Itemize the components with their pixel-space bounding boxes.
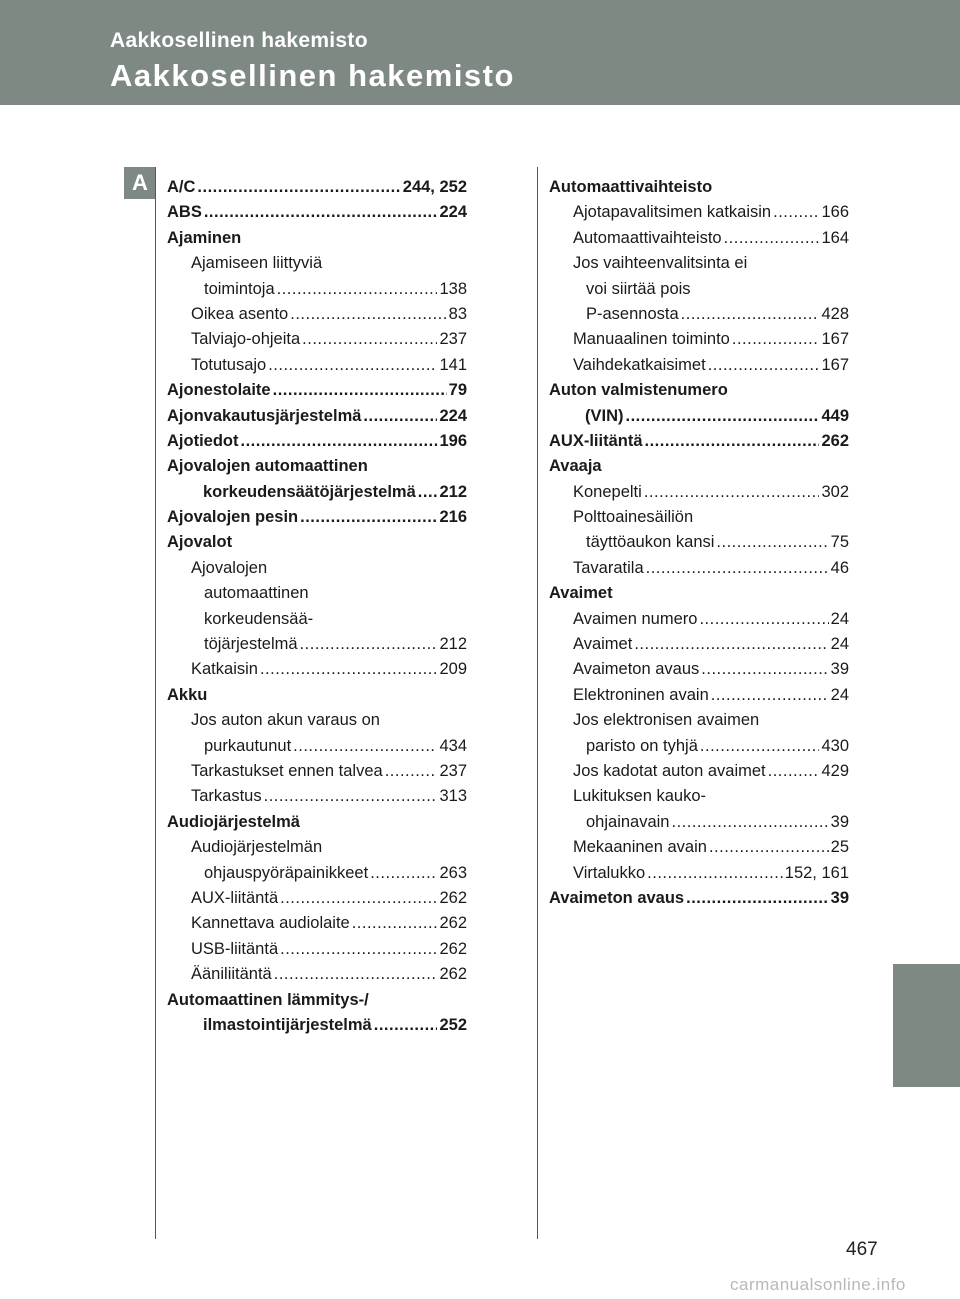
index-entry-term: Jos vaihteenvalitsinta ei — [573, 254, 748, 273]
index-entry-page: 167 — [821, 330, 849, 349]
index-entry-term: Tavaratila — [573, 558, 644, 577]
dot-leader — [293, 734, 437, 759]
index-entry-term: Audiojärjestelmä — [167, 812, 300, 831]
index-entry — [167, 226, 467, 251]
index-entry-page: 263 — [439, 863, 467, 882]
index-entry — [549, 226, 849, 251]
index-entry — [167, 327, 467, 352]
dot-leader — [645, 429, 820, 454]
index-entry-page: 262 — [439, 965, 467, 984]
index-entry — [549, 277, 849, 302]
index-entry-page: 430 — [821, 736, 849, 755]
index-entry — [549, 404, 849, 429]
index-entry — [549, 657, 849, 682]
index-entry — [167, 962, 467, 987]
index-entry — [167, 302, 467, 327]
dot-leader — [260, 657, 438, 682]
index-entry-page: 138 — [439, 279, 467, 298]
index-entry-page: 75 — [830, 533, 849, 552]
index-entry-term: Ajotapavalitsimen katkaisin — [573, 203, 772, 222]
index-entry — [549, 480, 849, 505]
index-entry-page: 237 — [439, 330, 467, 349]
index-entry — [167, 607, 467, 632]
dot-leader — [290, 302, 446, 327]
dot-leader — [671, 810, 828, 835]
index-entry — [549, 327, 849, 352]
chapter-header — [0, 0, 960, 105]
index-entry — [167, 784, 467, 809]
dot-leader — [300, 505, 437, 530]
index-entry-term: (VIN) — [585, 406, 624, 425]
dot-leader — [273, 378, 447, 403]
index-entry-page: 262 — [439, 888, 467, 907]
dot-leader — [280, 937, 437, 962]
index-entry-term: A/C — [167, 178, 196, 196]
dot-leader — [277, 277, 438, 302]
dot-leader — [711, 683, 829, 708]
index-entry — [549, 200, 849, 225]
dot-leader — [363, 404, 437, 429]
index-entry — [549, 632, 849, 657]
index-entry-page: 167 — [821, 355, 849, 374]
index-entry — [167, 175, 467, 200]
index-entry-term: Avaimeton avaus — [573, 660, 700, 679]
dot-leader — [626, 404, 820, 429]
index-entry — [549, 175, 849, 200]
index-entry — [549, 429, 849, 454]
dot-leader — [197, 175, 400, 200]
index-entry-page: 25 — [830, 838, 849, 857]
index-entry-term: Avaaja — [549, 457, 602, 476]
index-entry — [167, 556, 467, 581]
index-entry-page: 262 — [439, 939, 467, 958]
index-entry-term: Avaimeton avaus — [549, 888, 685, 907]
index-entry-term: Ajovalojen — [191, 558, 268, 577]
index-entry-term: Automaattivaihteisto — [573, 228, 722, 247]
index-entry — [167, 277, 467, 302]
index-entry-term: automaattinen — [204, 584, 309, 603]
index-entry-term: AUX-liitäntä — [549, 431, 643, 450]
dot-leader — [647, 861, 783, 886]
index-entry — [167, 683, 467, 708]
dot-leader — [732, 327, 820, 352]
dot-leader — [773, 200, 819, 225]
index-column-1 — [167, 175, 467, 1038]
index-entry — [167, 937, 467, 962]
index-entry-page: 24 — [830, 635, 849, 654]
index-entry-term: Ajovalojen automaattinen — [167, 457, 368, 476]
index-entry — [167, 353, 467, 378]
index-entry-term: Ajotiedot — [167, 431, 239, 450]
index-entry — [549, 810, 849, 835]
index-entry-term: Totutusajo — [191, 355, 267, 374]
section-letter-badge: A — [124, 167, 156, 199]
column-divider-left — [155, 167, 156, 1239]
index-entry-term: Jos kadotat auton avaimet — [573, 761, 766, 780]
index-entry — [167, 454, 467, 479]
index-entry — [167, 404, 467, 429]
index-entry-page: 449 — [821, 406, 849, 425]
index-entry-term: Mekaaninen avain — [573, 838, 707, 857]
dot-leader — [264, 784, 438, 809]
index-entry-term: ohjainavain — [586, 812, 670, 831]
index-entry-page: 196 — [439, 431, 467, 450]
index-entry — [549, 378, 849, 403]
index-entry-term: Tarkastus — [191, 787, 262, 806]
index-entry-term: Ajamiseen liittyviä — [191, 254, 323, 273]
index-entry — [549, 556, 849, 581]
index-entry — [549, 454, 849, 479]
index-entry-term: ilmastointijärjestelmä — [203, 1015, 372, 1034]
index-entry — [549, 683, 849, 708]
index-entry-term: Manuaalinen toiminto — [573, 330, 730, 349]
dot-leader — [646, 556, 829, 581]
index-entry — [549, 708, 849, 733]
index-entry — [549, 581, 849, 606]
dot-leader — [274, 962, 438, 987]
index-entry — [549, 734, 849, 759]
dot-leader — [268, 353, 437, 378]
chapter-side-tab — [893, 964, 960, 1087]
index-entry — [167, 480, 467, 505]
index-entry — [549, 302, 849, 327]
index-entry-term: ohjauspyöräpainikkeet — [204, 863, 369, 882]
dot-leader — [418, 480, 438, 505]
dot-leader — [644, 480, 820, 505]
index-entry — [167, 708, 467, 733]
index-entry-term: Katkaisin — [191, 660, 258, 679]
index-entry-page: 313 — [439, 787, 467, 806]
index-entry-term: Vaihdekatkaisimet — [573, 355, 706, 374]
index-entry-term: Polttoainesäiliön — [573, 508, 694, 527]
index-entry — [549, 251, 849, 276]
dot-leader — [280, 886, 437, 911]
dot-leader — [681, 302, 820, 327]
dot-leader — [699, 607, 828, 632]
dot-leader — [370, 861, 437, 886]
index-entry-page: 39 — [830, 660, 849, 679]
index-entry-page: 141 — [439, 355, 467, 374]
index-entry-term: Automaattinen lämmitys-/ — [167, 990, 369, 1009]
index-entry — [549, 759, 849, 784]
index-entry-term: Avaimet — [573, 635, 633, 654]
index-entry — [549, 861, 849, 886]
dot-leader — [716, 530, 828, 555]
index-entry — [549, 886, 849, 911]
index-entry-term: Konepelti — [573, 482, 642, 501]
index-entry-page: 79 — [448, 381, 467, 400]
index-entry-page: 302 — [821, 482, 849, 501]
chapter-title: Aakkosellinen hakemisto — [110, 58, 515, 93]
index-column-2 — [549, 175, 849, 911]
index-entry-term: toimintoja — [204, 279, 275, 298]
chapter-subtitle: Aakkosellinen hakemisto — [110, 29, 368, 52]
dot-leader — [204, 200, 438, 225]
dot-leader — [302, 327, 437, 352]
index-entry-page: 224 — [439, 203, 467, 222]
index-entry — [549, 530, 849, 555]
index-entry-term: korkeudensäätöjärjestelmä — [203, 482, 416, 501]
dot-leader — [352, 911, 438, 936]
index-entry — [549, 607, 849, 632]
index-entry — [167, 861, 467, 886]
index-entry-term: P-asennosta — [586, 304, 679, 323]
index-entry-term: paristo on tyhjä — [586, 736, 698, 755]
index-entry — [167, 505, 467, 530]
index-entry-page: 237 — [439, 761, 467, 780]
dot-leader — [686, 886, 829, 911]
index-entry-term: Ajaminen — [167, 228, 242, 247]
index-entry — [167, 835, 467, 860]
watermark: carmanualsonline.info — [730, 1275, 906, 1294]
index-entry-page: 216 — [439, 508, 467, 527]
index-entry — [167, 200, 467, 225]
index-entry-page: 152, 161 — [784, 863, 849, 882]
index-entry-term: Automaattivaihteisto — [549, 178, 713, 196]
index-entry-term: purkautunut — [204, 736, 292, 755]
index-entry — [549, 835, 849, 860]
index-entry-page: 83 — [448, 304, 467, 323]
index-entry — [167, 911, 467, 936]
index-entry-term: Akku — [167, 685, 208, 704]
index-entry-page: 262 — [439, 914, 467, 933]
index-entry — [167, 657, 467, 682]
index-entry-page: 24 — [830, 609, 849, 628]
index-entry-term: Oikea asento — [191, 304, 289, 323]
index-entry-term: Jos auton akun varaus on — [191, 711, 380, 730]
index-entry-page: 164 — [821, 228, 849, 247]
index-entry-term: Kannettava audiolaite — [191, 914, 350, 933]
index-entry-term: AUX-liitäntä — [191, 888, 279, 907]
index-entry-term: täyttöaukon kansi — [586, 533, 715, 552]
dot-leader — [300, 632, 438, 657]
index-entry-page: 262 — [821, 431, 849, 450]
index-entry-page: 434 — [439, 736, 467, 755]
index-entry-term: voi siirtää pois — [586, 279, 691, 298]
index-entry — [167, 759, 467, 784]
index-entry — [167, 734, 467, 759]
dot-leader — [709, 835, 829, 860]
index-entry-page: 46 — [830, 558, 849, 577]
index-entry — [549, 505, 849, 530]
index-entry-term: ABS — [167, 203, 202, 222]
dot-leader — [374, 1013, 438, 1038]
index-entry-page: 166 — [821, 203, 849, 222]
index-entry-page: 224 — [439, 406, 467, 425]
page-number: 467 — [846, 1239, 878, 1260]
index-entry-term: Ajonestolaite — [167, 381, 271, 400]
index-entry-term: Avaimet — [549, 584, 613, 603]
index-entry-term: Lukituksen kauko- — [573, 787, 706, 806]
dot-leader — [241, 429, 438, 454]
index-entry-page: 429 — [821, 761, 849, 780]
index-entry-term: töjärjestelmä — [204, 635, 298, 654]
index-entry-term: korkeudensää- — [204, 609, 314, 628]
index-entry-term: USB-liitäntä — [191, 939, 279, 958]
index-entry-page: 212 — [439, 635, 467, 654]
index-entry-page: 212 — [439, 482, 467, 501]
index-entry — [167, 581, 467, 606]
index-entry-term: Talviajo-ohjeita — [191, 330, 301, 349]
index-entry-term: Ajonvakautusjärjestelmä — [167, 406, 362, 425]
dot-leader — [768, 759, 820, 784]
index-entry-term: Ääniliitäntä — [191, 965, 272, 984]
index-entry — [167, 1013, 467, 1038]
index-entry — [167, 988, 467, 1013]
index-entry — [167, 530, 467, 555]
index-entry-page: 24 — [830, 685, 849, 704]
index-entry — [549, 784, 849, 809]
index-entry — [167, 886, 467, 911]
dot-leader — [385, 759, 438, 784]
index-entry-page: 39 — [830, 812, 849, 831]
index-entry-page: 428 — [821, 304, 849, 323]
index-entry-term: Virtalukko — [573, 863, 646, 882]
dot-leader — [724, 226, 820, 251]
column-divider-middle — [537, 167, 538, 1239]
index-entry-term: Avaimen numero — [573, 609, 698, 628]
index-entry-term: Jos elektronisen avaimen — [573, 711, 760, 730]
index-entry-term: Ajovalojen pesin — [167, 508, 299, 527]
dot-leader — [701, 657, 828, 682]
index-entry-term: Ajovalot — [167, 533, 233, 552]
index-entry — [167, 378, 467, 403]
index-entry-term: Auton valmistenumero — [549, 381, 728, 400]
index-entry-page: 39 — [830, 888, 849, 907]
index-entry — [167, 429, 467, 454]
index-entry-term: Tarkastukset ennen talvea — [191, 761, 383, 780]
index-entry-term: Audiojärjestelmän — [191, 838, 323, 857]
index-entry — [167, 810, 467, 835]
index-entry — [167, 632, 467, 657]
dot-leader — [700, 734, 820, 759]
index-entry-page: 209 — [439, 660, 467, 679]
index-entry-page: 244, 252 — [402, 178, 467, 196]
index-entry-page: 252 — [439, 1015, 467, 1034]
dot-leader — [634, 632, 828, 657]
index-entry — [167, 251, 467, 276]
index-entry — [549, 353, 849, 378]
dot-leader — [708, 353, 820, 378]
index-entry-term: Elektroninen avain — [573, 685, 709, 704]
